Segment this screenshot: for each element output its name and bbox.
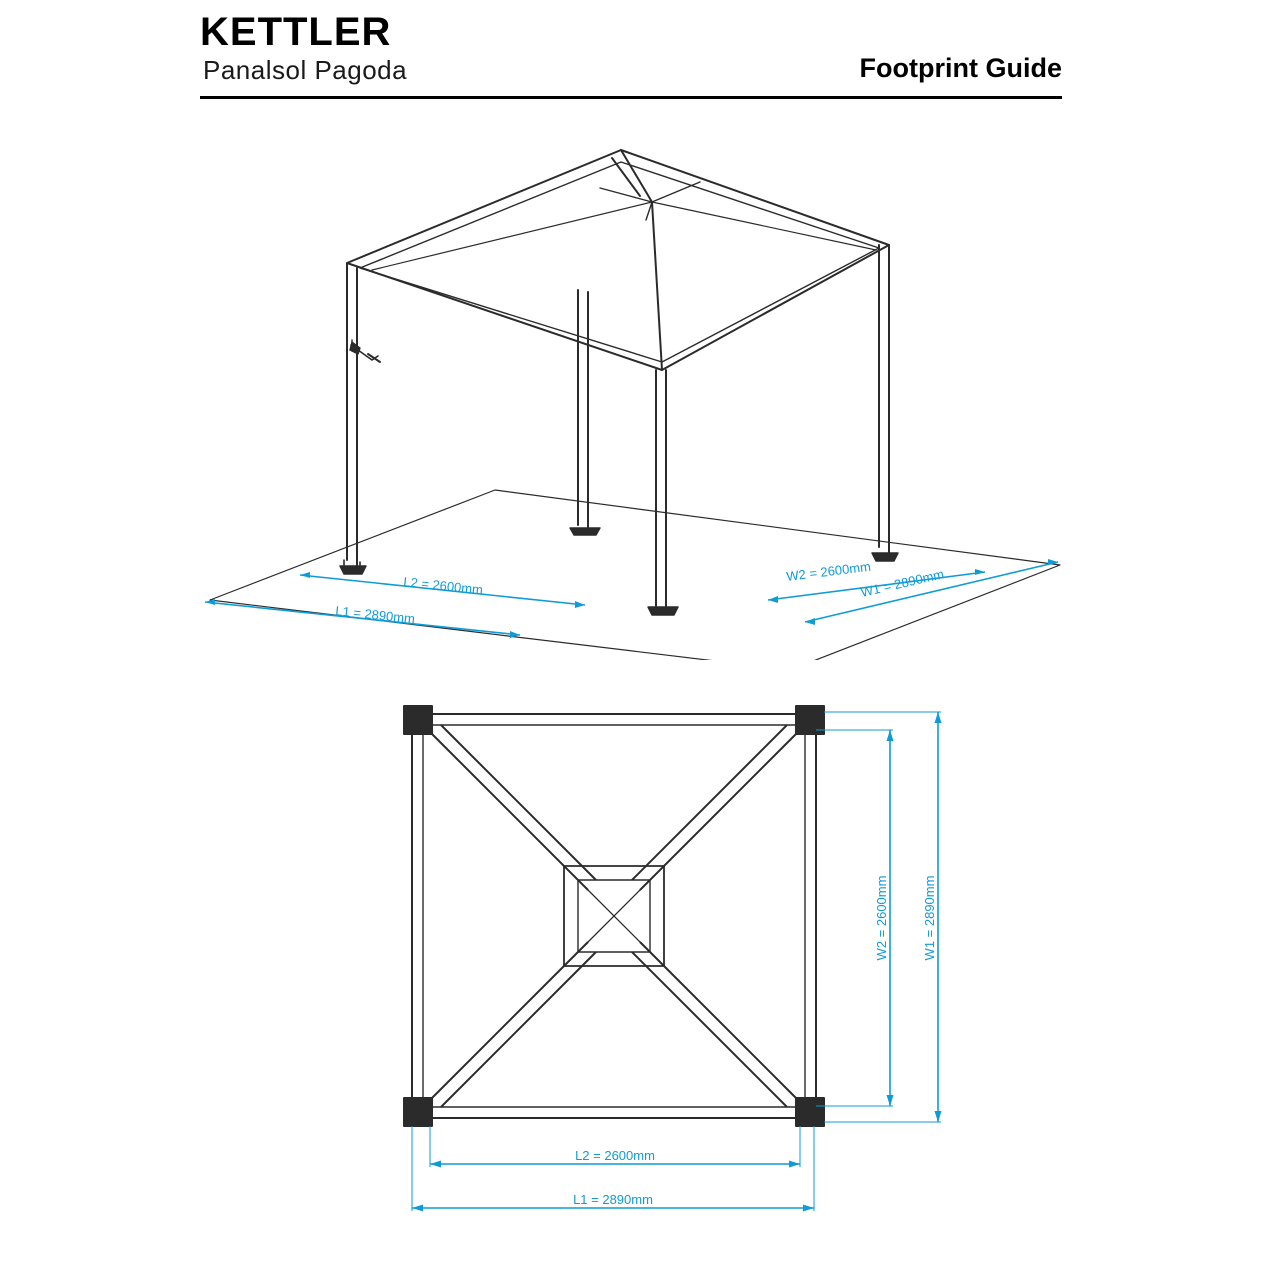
plan-dimension-lines <box>412 712 942 1212</box>
plan-dim-l2: L2 = 2600mm <box>575 1148 655 1163</box>
iso-dim-w1: W1 = 2890mm <box>859 566 946 600</box>
header-divider <box>200 96 1062 99</box>
plan-dim-w2: W2 = 2600mm <box>874 875 889 961</box>
plan-dim-l1: L1 = 2890mm <box>573 1192 653 1207</box>
isometric-gazebo-view <box>0 110 1280 660</box>
iso-dim-w2: W2 = 2600mm <box>785 558 872 584</box>
iso-dim-l2: L2 = 2600mm <box>402 574 484 598</box>
plan-gazebo-view <box>0 670 1280 1270</box>
brand-title: KETTLER <box>200 10 392 54</box>
plan-dim-w1: W1 = 2890mm <box>922 875 937 961</box>
page-title: Footprint Guide <box>859 53 1062 83</box>
product-model-name: Panalsol Pagoda <box>203 55 408 85</box>
iso-dim-l1: L1 = 2890mm <box>334 603 416 627</box>
page-header <box>0 0 1280 104</box>
gazebo-frame-plan <box>404 706 824 1126</box>
